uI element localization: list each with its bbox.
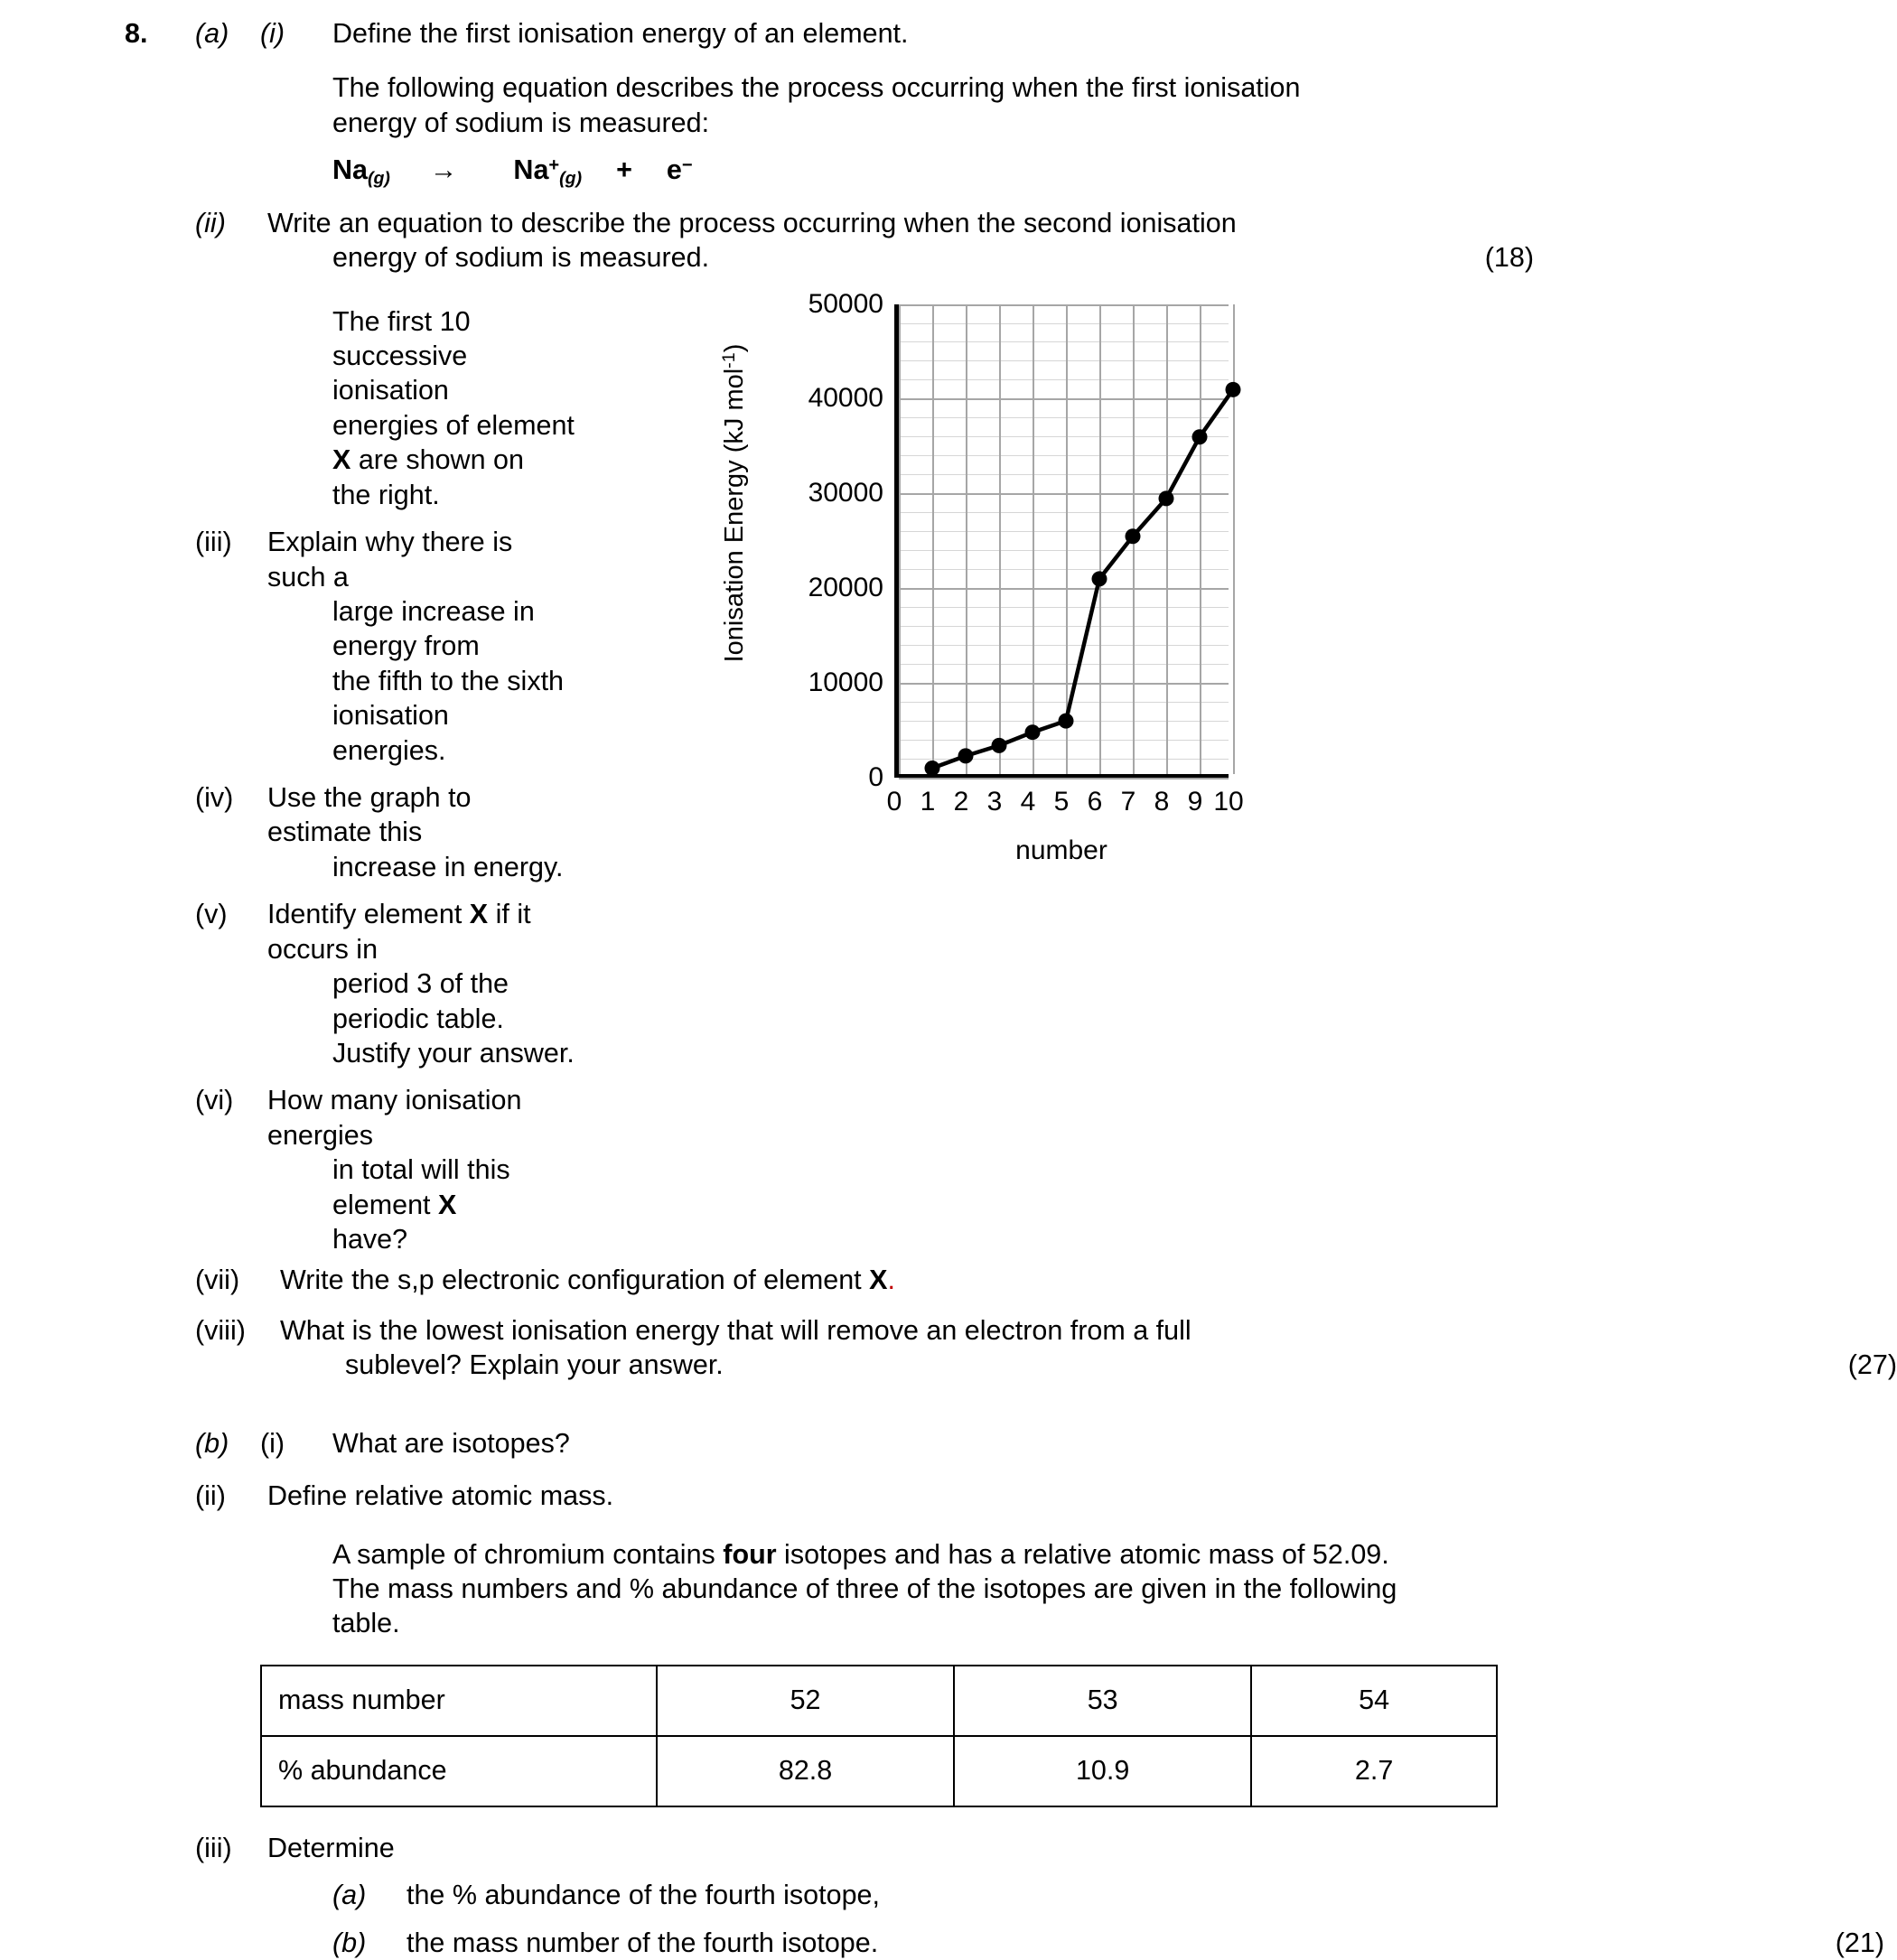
series-line bbox=[932, 389, 1233, 768]
question-8a-v-line1 bbox=[267, 897, 578, 966]
table-cell: 82.8 bbox=[657, 1736, 954, 1806]
reactant-symbol: Na bbox=[332, 154, 368, 186]
question-8a-i bbox=[0, 16, 1642, 51]
roman-label-iii: (iii) bbox=[195, 527, 232, 558]
electron-charge: − bbox=[681, 155, 693, 176]
exam-page bbox=[0, 16, 1897, 1958]
question-8a-ii-line1: Write an equation to describe the process occurring when the second ionisation bbox=[267, 207, 1237, 238]
product-symbol: Na bbox=[513, 154, 549, 186]
x-tick-6: 6 bbox=[1087, 786, 1103, 817]
data-point-7 bbox=[1126, 528, 1141, 544]
roman-label-b-iii: (iii) bbox=[195, 1832, 232, 1863]
question-8b-ii bbox=[195, 1479, 1642, 1513]
table-cell: 53 bbox=[954, 1666, 1251, 1736]
y-tick-50000: 50000 bbox=[808, 288, 883, 319]
question-8a-i-text: Define the first ionisation energy of an element. bbox=[332, 18, 909, 49]
data-point-10 bbox=[1226, 381, 1241, 397]
y-tick-30000: 30000 bbox=[808, 478, 883, 509]
roman-label-i: (i) bbox=[260, 18, 285, 49]
q8avii-period: . bbox=[887, 1264, 895, 1295]
intro-text-line1: The following equation describes the process occurring when the first ionisation bbox=[332, 72, 1301, 104]
marks-21: (21) bbox=[1835, 1927, 1884, 1958]
chromium-text-a: A sample of chromium contains bbox=[332, 1538, 724, 1570]
data-point-1 bbox=[925, 761, 940, 776]
table-row-label: % abundance bbox=[261, 1736, 657, 1806]
element-x-bold-1: X bbox=[332, 444, 351, 476]
gridline-major-h bbox=[899, 778, 1229, 779]
equation-arrow-icon: → bbox=[429, 154, 458, 186]
question-8a-vi-l2 bbox=[332, 1153, 578, 1222]
question-8a-iii-line1: Explain why there is such a bbox=[267, 527, 513, 593]
table-row bbox=[261, 1666, 1497, 1736]
chromium-text-line2: The mass numbers and % abundance of three of the isotopes are given in the following bbox=[332, 1573, 1397, 1605]
question-8a-iii-line3: the fifth to the sixth ionisation bbox=[332, 665, 565, 732]
roman-label-iv: (iv) bbox=[195, 782, 234, 814]
question-8a-v bbox=[195, 897, 578, 966]
y-tick-40000: 40000 bbox=[808, 383, 883, 414]
question-8a-vii-text bbox=[280, 1263, 1642, 1297]
equation-reactant bbox=[332, 154, 390, 189]
question-8a-v-line2: period 3 of the periodic table. bbox=[332, 968, 509, 1034]
table-cell: 54 bbox=[1251, 1666, 1497, 1736]
question-8a-iii-l2 bbox=[332, 594, 578, 664]
left-question-column bbox=[0, 304, 578, 1257]
chart-plot-area bbox=[894, 304, 1229, 778]
y-tick-20000: 20000 bbox=[808, 572, 883, 602]
question-8b-iii-text: Determine bbox=[267, 1832, 395, 1863]
chromium-text-line3: table. bbox=[332, 1608, 400, 1639]
isotope-table bbox=[260, 1665, 1498, 1807]
four-bold: four bbox=[723, 1538, 777, 1570]
question-8a-vi-line1: How many ionisation energies bbox=[267, 1085, 522, 1151]
chromium-paragraph-line3 bbox=[332, 1606, 1642, 1640]
table-row-label: mass number bbox=[261, 1666, 657, 1736]
x-tick-2: 2 bbox=[953, 786, 969, 817]
question-8a-iv-l2 bbox=[332, 850, 578, 884]
part-label-b: (b) bbox=[195, 1427, 229, 1459]
graph-intro-text2a: energies of element bbox=[332, 409, 575, 441]
question-8a-ii bbox=[195, 206, 1642, 240]
product-charge: + bbox=[548, 155, 560, 176]
graph-and-questions-block bbox=[0, 288, 1642, 1257]
graph-intro-line3 bbox=[332, 478, 578, 512]
chromium-text-line1 bbox=[332, 1537, 1642, 1572]
equation-product-ion bbox=[513, 154, 582, 189]
graph-intro-line2 bbox=[332, 408, 578, 478]
data-point-4 bbox=[1025, 724, 1041, 740]
element-x-bold-4: X bbox=[869, 1264, 888, 1295]
q8av-text-a: Identify element bbox=[267, 899, 470, 930]
table-cell: 2.7 bbox=[1251, 1736, 1497, 1806]
electron-symbol: e bbox=[666, 154, 682, 186]
chromium-paragraph-line2 bbox=[332, 1572, 1642, 1606]
question-8a-viii bbox=[195, 1313, 1642, 1348]
question-8a-vii bbox=[195, 1263, 1642, 1297]
intro-text-line2: energy of sodium is measured: bbox=[332, 107, 710, 138]
x-tick-7: 7 bbox=[1120, 786, 1136, 817]
table-cell: 52 bbox=[657, 1666, 954, 1736]
data-point-9 bbox=[1192, 429, 1208, 444]
question-8a-iii-line2: large increase in energy from bbox=[332, 595, 535, 662]
chart-y-axis-label: Ionisation Energy (kJ mol$^{-1}$) bbox=[719, 343, 749, 662]
question-8a-viii-line1: What is the lowest ionisation energy that will remove an electron from a full bbox=[280, 1314, 1191, 1346]
question-8a-iii-line4: energies. bbox=[332, 734, 446, 766]
data-point-2 bbox=[958, 748, 974, 763]
chart-x-tick-labels bbox=[886, 786, 1244, 826]
sub-label-a: (a) bbox=[332, 1880, 367, 1911]
x-tick-1: 1 bbox=[920, 786, 936, 817]
question-8a-v-line3: Justify your answer. bbox=[332, 1038, 575, 1069]
question-8a-viii-line2: sublevel? Explain your answer. bbox=[345, 1349, 724, 1381]
x-tick-8: 8 bbox=[1154, 786, 1170, 817]
graph-intro-text2 bbox=[332, 408, 578, 478]
x-tick-0: 0 bbox=[886, 786, 902, 817]
equation-plus-sign: + bbox=[616, 154, 632, 186]
question-8b-iii-b bbox=[332, 1926, 1884, 1960]
graph-intro-text1: The first 10 successive ionisation bbox=[332, 305, 471, 406]
question-8b-iii-a bbox=[332, 1878, 1642, 1912]
gridline-v bbox=[1233, 304, 1235, 774]
question-8a-v-l2 bbox=[332, 966, 578, 1036]
question-8a-iv-line2: increase in energy. bbox=[332, 851, 564, 882]
x-tick-10: 10 bbox=[1213, 786, 1244, 817]
question-8b-iii bbox=[195, 1831, 1642, 1865]
reactant-state: (g) bbox=[368, 168, 390, 189]
graph-intro-line1 bbox=[332, 304, 578, 408]
graph-intro-text2b: are shown on bbox=[350, 444, 524, 476]
q8avi-text-a: in total will this element bbox=[332, 1154, 510, 1220]
question-8a-vi-l3 bbox=[332, 1222, 578, 1256]
table-cell: 10.9 bbox=[954, 1736, 1251, 1806]
question-8a-ii-cont bbox=[332, 240, 1642, 275]
question-8a-iii-l3 bbox=[332, 664, 578, 733]
x-tick-3: 3 bbox=[986, 786, 1003, 817]
chromium-text-b: isotopes and has a relative atomic mass of 52.09. bbox=[776, 1538, 1389, 1570]
question-8a-iv-line1: Use the graph to estimate this bbox=[267, 782, 472, 848]
part-label-a: (a) bbox=[195, 18, 229, 49]
chart-y-tick-labels bbox=[750, 288, 883, 792]
q8av-text-b: if it occurs in bbox=[267, 899, 531, 965]
equation-electron bbox=[667, 154, 693, 186]
roman-label-b-ii: (ii) bbox=[195, 1480, 226, 1512]
sodium-ionisation-equation bbox=[332, 154, 1642, 189]
chromium-paragraph-line1 bbox=[332, 1537, 1642, 1572]
chart-data-series bbox=[899, 304, 1233, 778]
q8avii-text-a: Write the s,p electronic configuration of element bbox=[280, 1264, 870, 1295]
ionisation-intro-line2 bbox=[332, 106, 1642, 140]
x-tick-5: 5 bbox=[1053, 786, 1070, 817]
element-x-bold-3: X bbox=[437, 1189, 457, 1220]
question-8a-vi bbox=[195, 1083, 578, 1153]
question-8a-vi-line3: have? bbox=[332, 1224, 408, 1255]
question-8b-i-text: What are isotopes? bbox=[332, 1427, 570, 1459]
chart-x-axis-label: number bbox=[1015, 835, 1107, 865]
y-tick-0: 0 bbox=[868, 761, 883, 792]
roman-label-b-i: (i) bbox=[260, 1427, 285, 1459]
product-state: (g) bbox=[559, 168, 583, 189]
question-8a-ii-line2: energy of sodium is measured. bbox=[332, 242, 710, 274]
ionisation-intro-line1 bbox=[332, 70, 1642, 105]
question-8b-i bbox=[0, 1426, 1642, 1461]
y-tick-10000: 10000 bbox=[808, 667, 883, 697]
question-8a-vi-line2 bbox=[332, 1153, 578, 1222]
element-x-bold-2: X bbox=[469, 899, 489, 930]
roman-label-viii: (viii) bbox=[195, 1314, 246, 1346]
question-8a-iii bbox=[195, 525, 578, 594]
question-number: 8. bbox=[125, 18, 148, 49]
question-8a-viii-l2 bbox=[345, 1348, 1897, 1382]
ionisation-energy-chart bbox=[719, 288, 1256, 882]
x-tick-9: 9 bbox=[1187, 786, 1203, 817]
question-8b-ii-text: Define relative atomic mass. bbox=[267, 1480, 614, 1512]
x-tick-4: 4 bbox=[1020, 786, 1036, 817]
data-point-5 bbox=[1059, 713, 1074, 728]
data-point-6 bbox=[1092, 571, 1107, 586]
question-8a-v-l3 bbox=[332, 1036, 578, 1070]
roman-label-ii: (ii) bbox=[195, 207, 226, 238]
roman-label-vii: (vii) bbox=[195, 1264, 240, 1295]
roman-label-v: (v) bbox=[195, 899, 228, 930]
sub-label-b: (b) bbox=[332, 1927, 367, 1958]
marks-27: (27) bbox=[1847, 1349, 1897, 1381]
question-8a-iv bbox=[195, 780, 578, 850]
graph-intro-text3: the right. bbox=[332, 479, 440, 510]
marks-18: (18) bbox=[1484, 242, 1534, 274]
roman-label-vi: (vi) bbox=[195, 1085, 234, 1116]
table-row bbox=[261, 1736, 1497, 1806]
question-8a-iii-l4 bbox=[332, 733, 578, 768]
question-8b-iii-a-text: the % abundance of the fourth isotope, bbox=[406, 1880, 880, 1911]
data-point-8 bbox=[1159, 490, 1174, 506]
question-8b-iii-b-text: the mass number of the fourth isotope. bbox=[406, 1927, 879, 1958]
data-point-3 bbox=[992, 737, 1007, 752]
